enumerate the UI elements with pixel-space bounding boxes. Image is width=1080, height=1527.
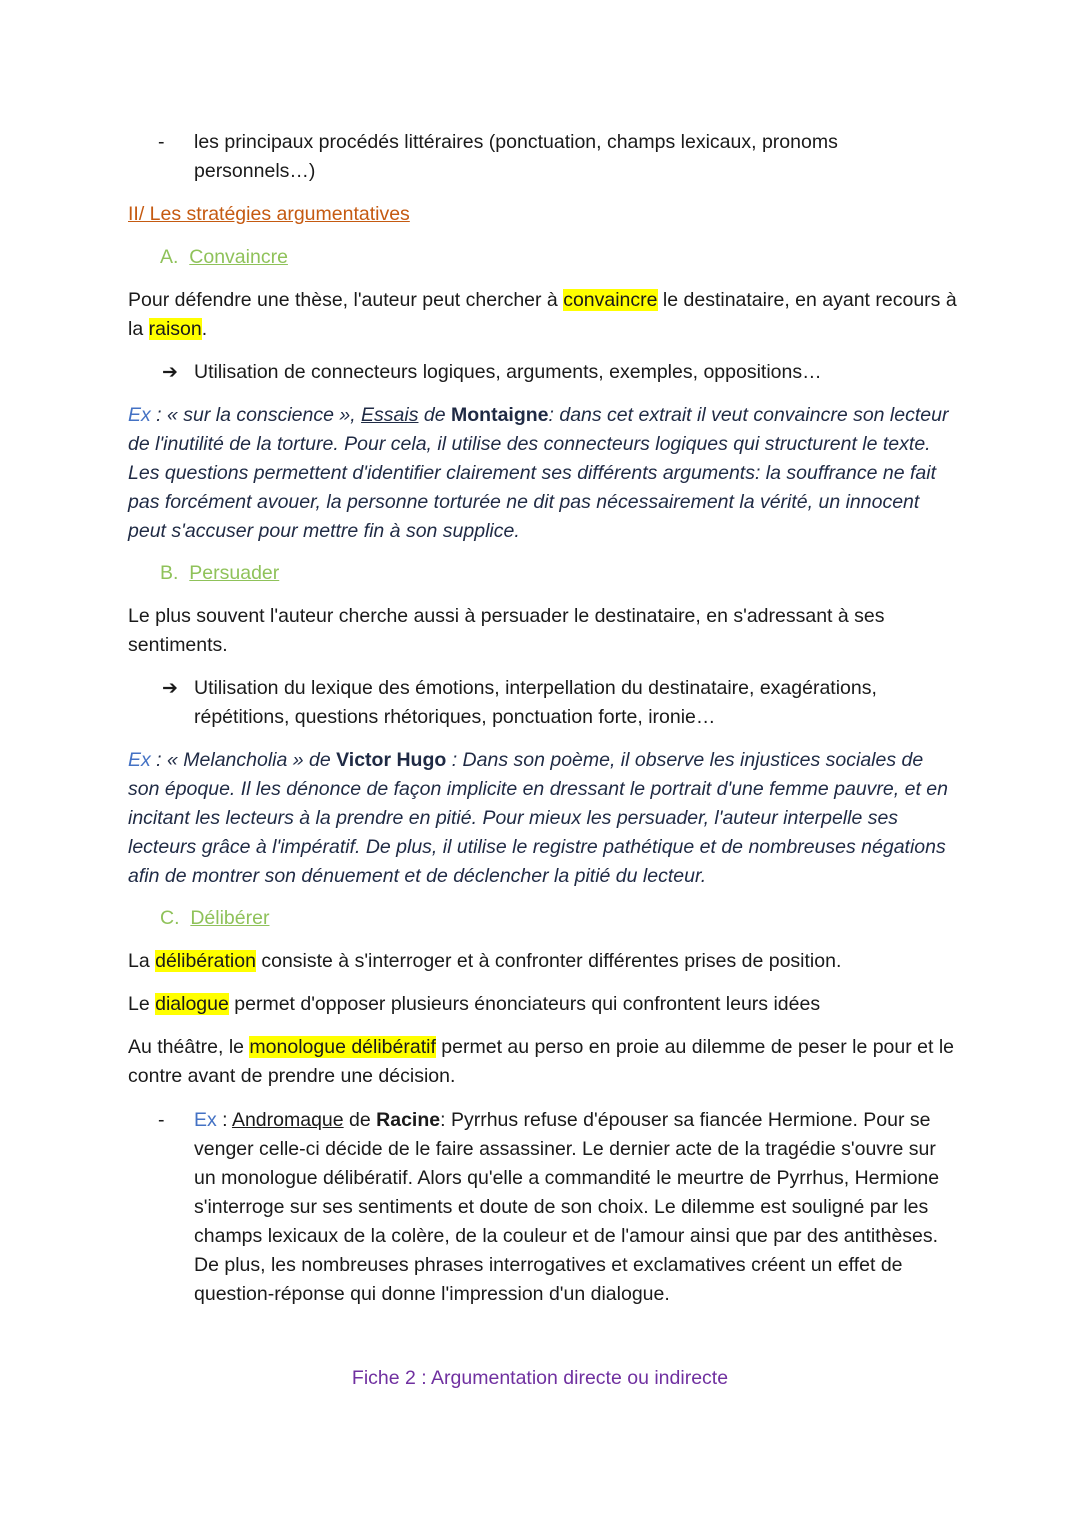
text-run: de [418, 404, 452, 426]
text-run: Au théâtre, le [128, 1036, 250, 1058]
author-name: Victor Hugo [336, 749, 447, 771]
convaincre-arrow-text: Utilisation de connecteurs logiques, arguments, exemples, oppositions… [194, 361, 822, 383]
text-run: La [128, 950, 156, 972]
subsection-b-heading [160, 559, 990, 588]
bullet-text: les principaux procédés littéraires (ponctuation, champs lexicaux, pronoms personnels…) [194, 131, 838, 182]
subsection-a-title: Convaincre [189, 246, 288, 268]
racine-example [194, 1106, 954, 1309]
text-run: : « sur la conscience », [150, 404, 362, 426]
subsection-b-title: Persuader [189, 562, 280, 584]
subsection-c-heading [160, 904, 990, 933]
text-run: permet au perso en proie au dilemme de peser le pour et le contre avant de prendre une décision. [128, 1036, 955, 1087]
highlight-dialogue: dialogue [155, 993, 229, 1015]
monologue-paragraph [128, 1033, 958, 1091]
text-run: consiste à s'interroger et à confronter différentes prises de position. [255, 950, 842, 972]
text-run: . [201, 318, 208, 340]
hugo-example [128, 746, 958, 891]
author-name: Montaigne [451, 404, 549, 426]
example-text: : Dans son poème, il observe les injustices sociales de son époque. Il les dénonce de façon implicite en dressant le portrait d'une femme pauvre, et en incitant les lecteurs à la prendre en pitié. Pour mieux les persuader, l'auteur interpelle ses lecteurs grâce à l'impératif. De plus, il utilise le registre pathétique et de nombreuses négations afin de montrer son dénuement et de déclencher la pitié du lecteur. [128, 749, 948, 887]
bullet-dash: - [158, 1109, 165, 1131]
work-title: Andromaque [231, 1109, 344, 1131]
montaigne-example [128, 401, 958, 546]
work-title: Essais [361, 404, 419, 426]
text-run: le destinataire, en ayant recours à la [128, 289, 957, 340]
section-title-text: II/ Les stratégies argumentatives [128, 203, 410, 225]
text-run: : [216, 1109, 232, 1131]
example-text: : Pyrrhus refuse d'épouser sa fiancée Hermione. Pour se venger celle-ci décide de le faire assassiner. Le dernier acte de la tragédie s'ouvre sur un monologue délibératif. Alors qu'elle a commandité le meurtre de Pyrrhus, Hermione s'interroge sur ses sentiments et doute de son choix. Le dilemme est souligné par les champs lexicaux de la colère, de la couleur et de l'amour ainsi que par des antithèses. De plus, les nombreuses phrases interrogatives et exclamatives créent un effet de question-réponse qui donne l'impression d'un dialogue. [194, 1109, 940, 1305]
page-footer: Fiche 2 : Argumentation directe ou indirecte [351, 1367, 729, 1389]
example-label: Ex [128, 404, 151, 426]
section-title [128, 200, 958, 229]
subsection-c-title: Délibérer [190, 907, 270, 929]
highlight-raison: raison [148, 318, 202, 340]
subsection-c-letter: C. [160, 907, 180, 929]
persuader-paragraph: Le plus souvent l'auteur cherche aussi à persuader le destinataire, en s'adressant à ses sentiments. [128, 605, 885, 656]
example-label: Ex [194, 1109, 217, 1131]
highlight-monologue: monologue délibératif [249, 1036, 436, 1058]
arrow-icon: ➔ [162, 678, 178, 699]
subsection-a-heading [160, 243, 990, 272]
text-run: de [343, 1109, 377, 1131]
example-label: Ex [128, 749, 151, 771]
convaincre-paragraph [128, 286, 958, 344]
highlight-deliberation: délibération [155, 950, 256, 972]
subsection-b-letter: B. [160, 562, 179, 584]
example-text: : dans cet extrait il veut convaincre son lecteur de l'inutilité de la torture. Pour cela, il utilise des connecteurs logiques qui structurent le texte. Les questions permettent d'identifier clairement ses différents arguments: la souffrance ne fait pas forcément avouer, la personne torturée ne dit pas nécessairement la vérité, un innocent peut s'accuser pour mettre fin à son supplice. [128, 404, 949, 542]
arrow-icon: ➔ [162, 362, 178, 383]
author-name: Racine [376, 1109, 441, 1131]
text-run: Le [128, 993, 156, 1015]
subsection-a-letter: A. [160, 246, 179, 268]
persuader-arrow-text: Utilisation du lexique des émotions, interpellation du destinataire, exagérations, répétitions, questions rhétoriques, ponctuation forte, ironie… [194, 677, 877, 728]
highlight-convaincre: convaincre [563, 289, 658, 311]
text-run: : « Melancholia » de [150, 749, 337, 771]
deliberation-paragraph [128, 947, 958, 976]
text-run: Pour défendre une thèse, l'auteur peut chercher à [128, 289, 564, 311]
text-run: permet d'opposer plusieurs énonciateurs qui confrontent leurs idées [228, 993, 821, 1015]
bullet-dash: - [158, 131, 165, 153]
dialogue-paragraph [128, 990, 958, 1019]
